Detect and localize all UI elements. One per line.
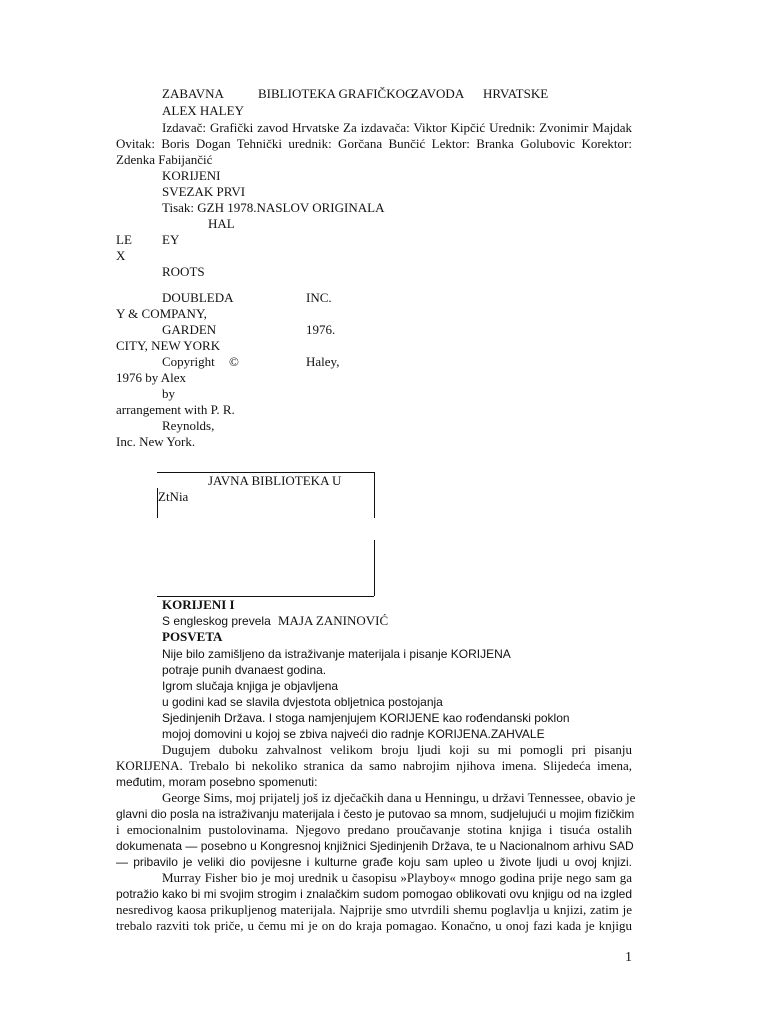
- publisher-line-2: Ovitak: Boris Dogan Tehnički urednik: Gorčana Bunčić Lektor: Branka Golubovic Korektor:: [116, 136, 632, 151]
- dedication-line: mojoj domovini u kojoj se zbiva najveći dio radnje KORIJENA.ZAHVALE: [162, 727, 545, 741]
- series-word-hrvatske: HRVATSKE: [483, 86, 549, 101]
- section-heading: KORIJENI I: [162, 597, 235, 612]
- paragraph-line: međutim, moram posebno spomenuti:: [116, 775, 318, 789]
- copyright-fragment: Inc. New York.: [116, 434, 196, 449]
- paragraph-line: nesredivog kaosa prikupljenog materijala. Najprije smo utvrdili shemu poglavlja u knjizi, zatim je: [116, 902, 632, 917]
- publisher-city: CITY, NEW YORK: [116, 338, 221, 353]
- publisher-fragment: GARDEN: [162, 322, 217, 337]
- translator-name: MAJA ZANINOVIĆ: [278, 613, 389, 628]
- publisher-fragment: Y & COMPANY,: [116, 306, 207, 321]
- dedication-heading: POSVETA: [162, 629, 223, 644]
- dedication-line: u godini kad se slavila dvjestota obljetnica postojanja: [162, 695, 443, 709]
- dedication-line: Nije bilo zamišljeno da istraživanje materijala i pisanje KORIJENA: [162, 647, 511, 661]
- original-author-fragment: HAL: [208, 216, 235, 231]
- stamp-text: JAVNA BIBLIOTEKA U: [208, 473, 342, 488]
- page-number: 1: [625, 950, 632, 965]
- copyright-fragment: Reynolds,: [162, 418, 215, 433]
- dedication-line: potraje punih dvanaest godina.: [162, 663, 327, 677]
- publisher-line-3: Zdenka Fabijančić: [116, 152, 213, 167]
- copyright-fragment: arrangement with P. R.: [116, 402, 235, 417]
- dedication-line: Igrom slučaja knjiga je objavljena: [162, 679, 339, 693]
- original-author-fragment: LE: [116, 232, 132, 247]
- paragraph-line: Murray Fisher bio je moj urednik u časopisu »Playboy« mnogo godina prije nego sam ga: [162, 870, 632, 885]
- original-author-fragment: EY: [162, 232, 180, 247]
- print-info: Tisak: GZH 1978.NASLOV ORIGINALA: [162, 200, 385, 215]
- original-author-fragment: X: [116, 248, 126, 263]
- stamp-text: ZtNia: [158, 489, 189, 504]
- paragraph-line: dokumenata — posebno u Kongresnoj knjižnici Sjedinjenih Država, te u Nacionalnom arhivu SAD: [116, 839, 634, 853]
- paragraph-line: potražio kako bi mi svojim strogim i znalačkim sudom pomogao oblikovati ovu knjigu od na izgled: [116, 887, 632, 901]
- series-word-zabavna: ZABAVNA: [162, 86, 224, 101]
- paragraph-line: glavni dio posla na istraživanju materijala i često je putovao sa mnom, sudjelujući u mojim fizičkim: [116, 807, 635, 821]
- dedication-line: Sjedinjenih Država. I stoga namjenjujem KORIJENE kao rođendanski poklon: [162, 711, 570, 725]
- series-word-biblioteka: BIBLIOTEKA GRAFIČKOG: [258, 86, 415, 101]
- copyright-label: Copyright: [162, 354, 215, 369]
- paragraph-line: trebalo razviti tok priče, u čemu mi je on do kraja pomagao. Konačno, u onoj fazi kada je knjigu: [116, 918, 632, 933]
- copyright-fragment: 1976 by Alex: [116, 370, 187, 385]
- publisher-fragment: INC.: [306, 290, 332, 305]
- volume-label: SVEZAK PRVI: [162, 184, 246, 199]
- paragraph-line: Dugujem duboku zahvalnost velikom broju ljudi koji su mi pomogli pri pisanju: [162, 742, 632, 757]
- publication-year: 1976.: [306, 322, 336, 337]
- series-word-zavoda: ZAVODA: [411, 86, 465, 101]
- original-title: ROOTS: [162, 264, 205, 279]
- paragraph-line: George Sims, moj prijatelj još iz dječačkih dana u Henningu, u državi Tennessee, obavio je: [162, 790, 636, 805]
- paragraph-line: — pribavilo je veliki dio povijesne i kulturne građe koju sam upleo u živote ljudi u ovoj knjizi.: [116, 855, 632, 869]
- paragraph-line: KORIJENA. Trebalo bi nekoliko stranica da samo nabrojim njihova imena. Slijedeća imena,: [116, 758, 632, 773]
- copyright-symbol: ©: [229, 354, 239, 369]
- paragraph-line: i emocionalnim pustolovinama. Njegovo predano proučavanje stotina knjiga i tisuća ostalih: [116, 822, 632, 837]
- translator-line: [162, 613, 388, 629]
- copyright-fragment: Haley,: [306, 354, 340, 369]
- stamp-border-right: [374, 472, 375, 518]
- stamp-border-right-lower: [374, 540, 375, 596]
- author-name: ALEX HALEY: [162, 103, 244, 118]
- copyright-fragment: by: [162, 386, 175, 401]
- translator-prefix: S engleskog prevela: [162, 614, 271, 628]
- publisher-fragment: DOUBLEDA: [162, 290, 234, 305]
- publisher-line-1: Izdavač: Grafički zavod Hrvatske Za izdavača: Viktor Kipčić Urednik: Zvonimir Majdak: [162, 120, 632, 135]
- book-title: KORIJENI: [162, 168, 221, 183]
